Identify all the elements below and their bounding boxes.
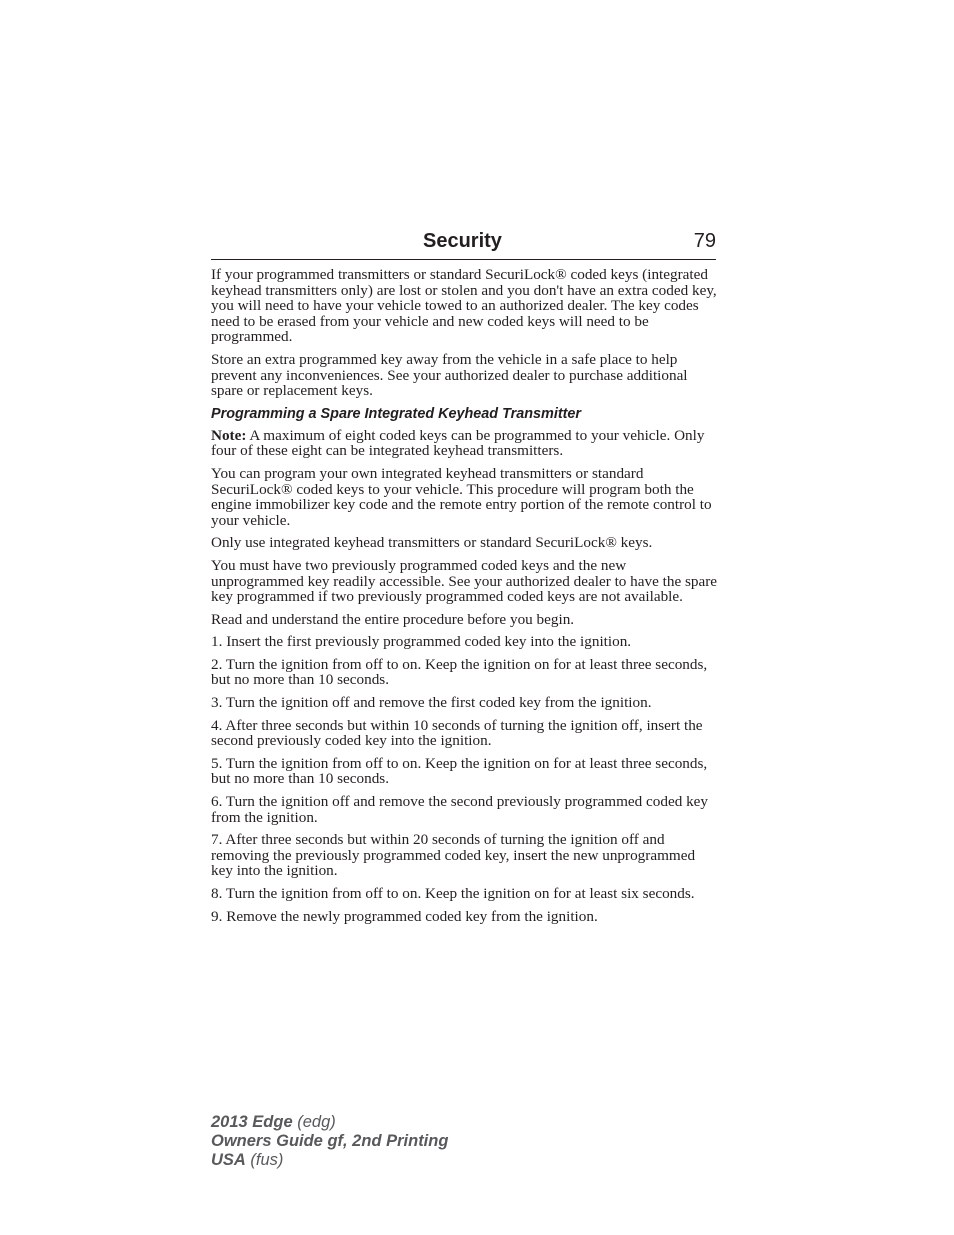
note-label: Note: bbox=[211, 426, 247, 444]
paragraph-spare-key: Store an extra programmed key away from the vehicle in a safe place to help prevent any inconveniences. See your authorized dealer to purchase additional spare or replacement keys. bbox=[211, 350, 688, 400]
step-item: 1. Insert the first previously programmed coded key into the ignition. bbox=[211, 633, 632, 651]
step-item: 5. Turn the ignition from off to on. Keep the ignition on for at least three seconds, but no more than 10 seconds. bbox=[211, 754, 708, 788]
step-item: 6. Turn the ignition off and remove the second previously programmed coded key from the ignition. bbox=[211, 793, 709, 826]
step-item: 8. Turn the ignition from off to on. Keep the ignition on for at least six seconds. bbox=[211, 885, 695, 902]
section-heading: Programming a Spare Integrated Keyhead Transmitter bbox=[211, 405, 582, 422]
paragraph-program-own: You can program your own integrated keyhead transmitters or standard SecuriLock® coded keys to your vehicle. This procedure will program both the engine immobilizer key code and the remote entry portion of the remote control to your vehicle. bbox=[211, 464, 712, 529]
paragraph-read-procedure: Read and understand the entire procedure before you begin. bbox=[211, 610, 575, 628]
note-paragraph bbox=[211, 428, 718, 459]
paragraph-requirements: You must have two previously programmed coded keys and the new unprogrammed key readily accessible. See your authorized dealer to have the spare key programmed if two previously programmed coded keys are not available. bbox=[211, 556, 718, 606]
page-footer bbox=[211, 1113, 448, 1170]
footer-line-model: 2013 Edge (edg) bbox=[211, 1113, 336, 1131]
step-item: 9. Remove the newly programmed coded key from the ignition. bbox=[211, 907, 598, 925]
step-item: 7. After three seconds but within 20 seconds of turning the ignition off and removing the previously programmed coded key, insert the new unprogrammed key into the ignition. bbox=[211, 831, 696, 880]
step-item: 4. After three seconds but within 10 seconds of turning the ignition off, insert the second previously coded key into the ignition. bbox=[211, 716, 703, 750]
note-text: A maximum of eight coded keys can be programmed to your vehicle. Only four of these eight can be integrated keyhead transmitters. bbox=[211, 426, 705, 460]
step-item: 3. Turn the ignition off and remove the first coded key from the ignition. bbox=[211, 694, 652, 712]
paragraph-lost-keys: If your programmed transmitters or standard SecuriLock® coded keys (integrated keyhead transmitters only) are lost or stolen and you don't have an extra coded key, you will need to have your vehicle towed to an authorized dealer. The key codes need to be erased from your vehicle and new coded keys will need to be programmed. bbox=[211, 266, 717, 346]
footer-line-market: USA (fus) bbox=[211, 1151, 284, 1169]
footer-line-guide: Owners Guide gf, 2nd Printing bbox=[211, 1132, 449, 1150]
page-header bbox=[211, 228, 716, 260]
section-title: Security bbox=[423, 230, 502, 252]
page-content bbox=[211, 267, 718, 931]
step-item: 2. Turn the ignition from off to on. Keep the ignition on for at least three seconds, but no more than 10 seconds. bbox=[211, 655, 708, 689]
page-number: 79 bbox=[693, 230, 716, 252]
paragraph-only-use: Only use integrated keyhead transmitters or standard SecuriLock® keys. bbox=[211, 534, 653, 552]
